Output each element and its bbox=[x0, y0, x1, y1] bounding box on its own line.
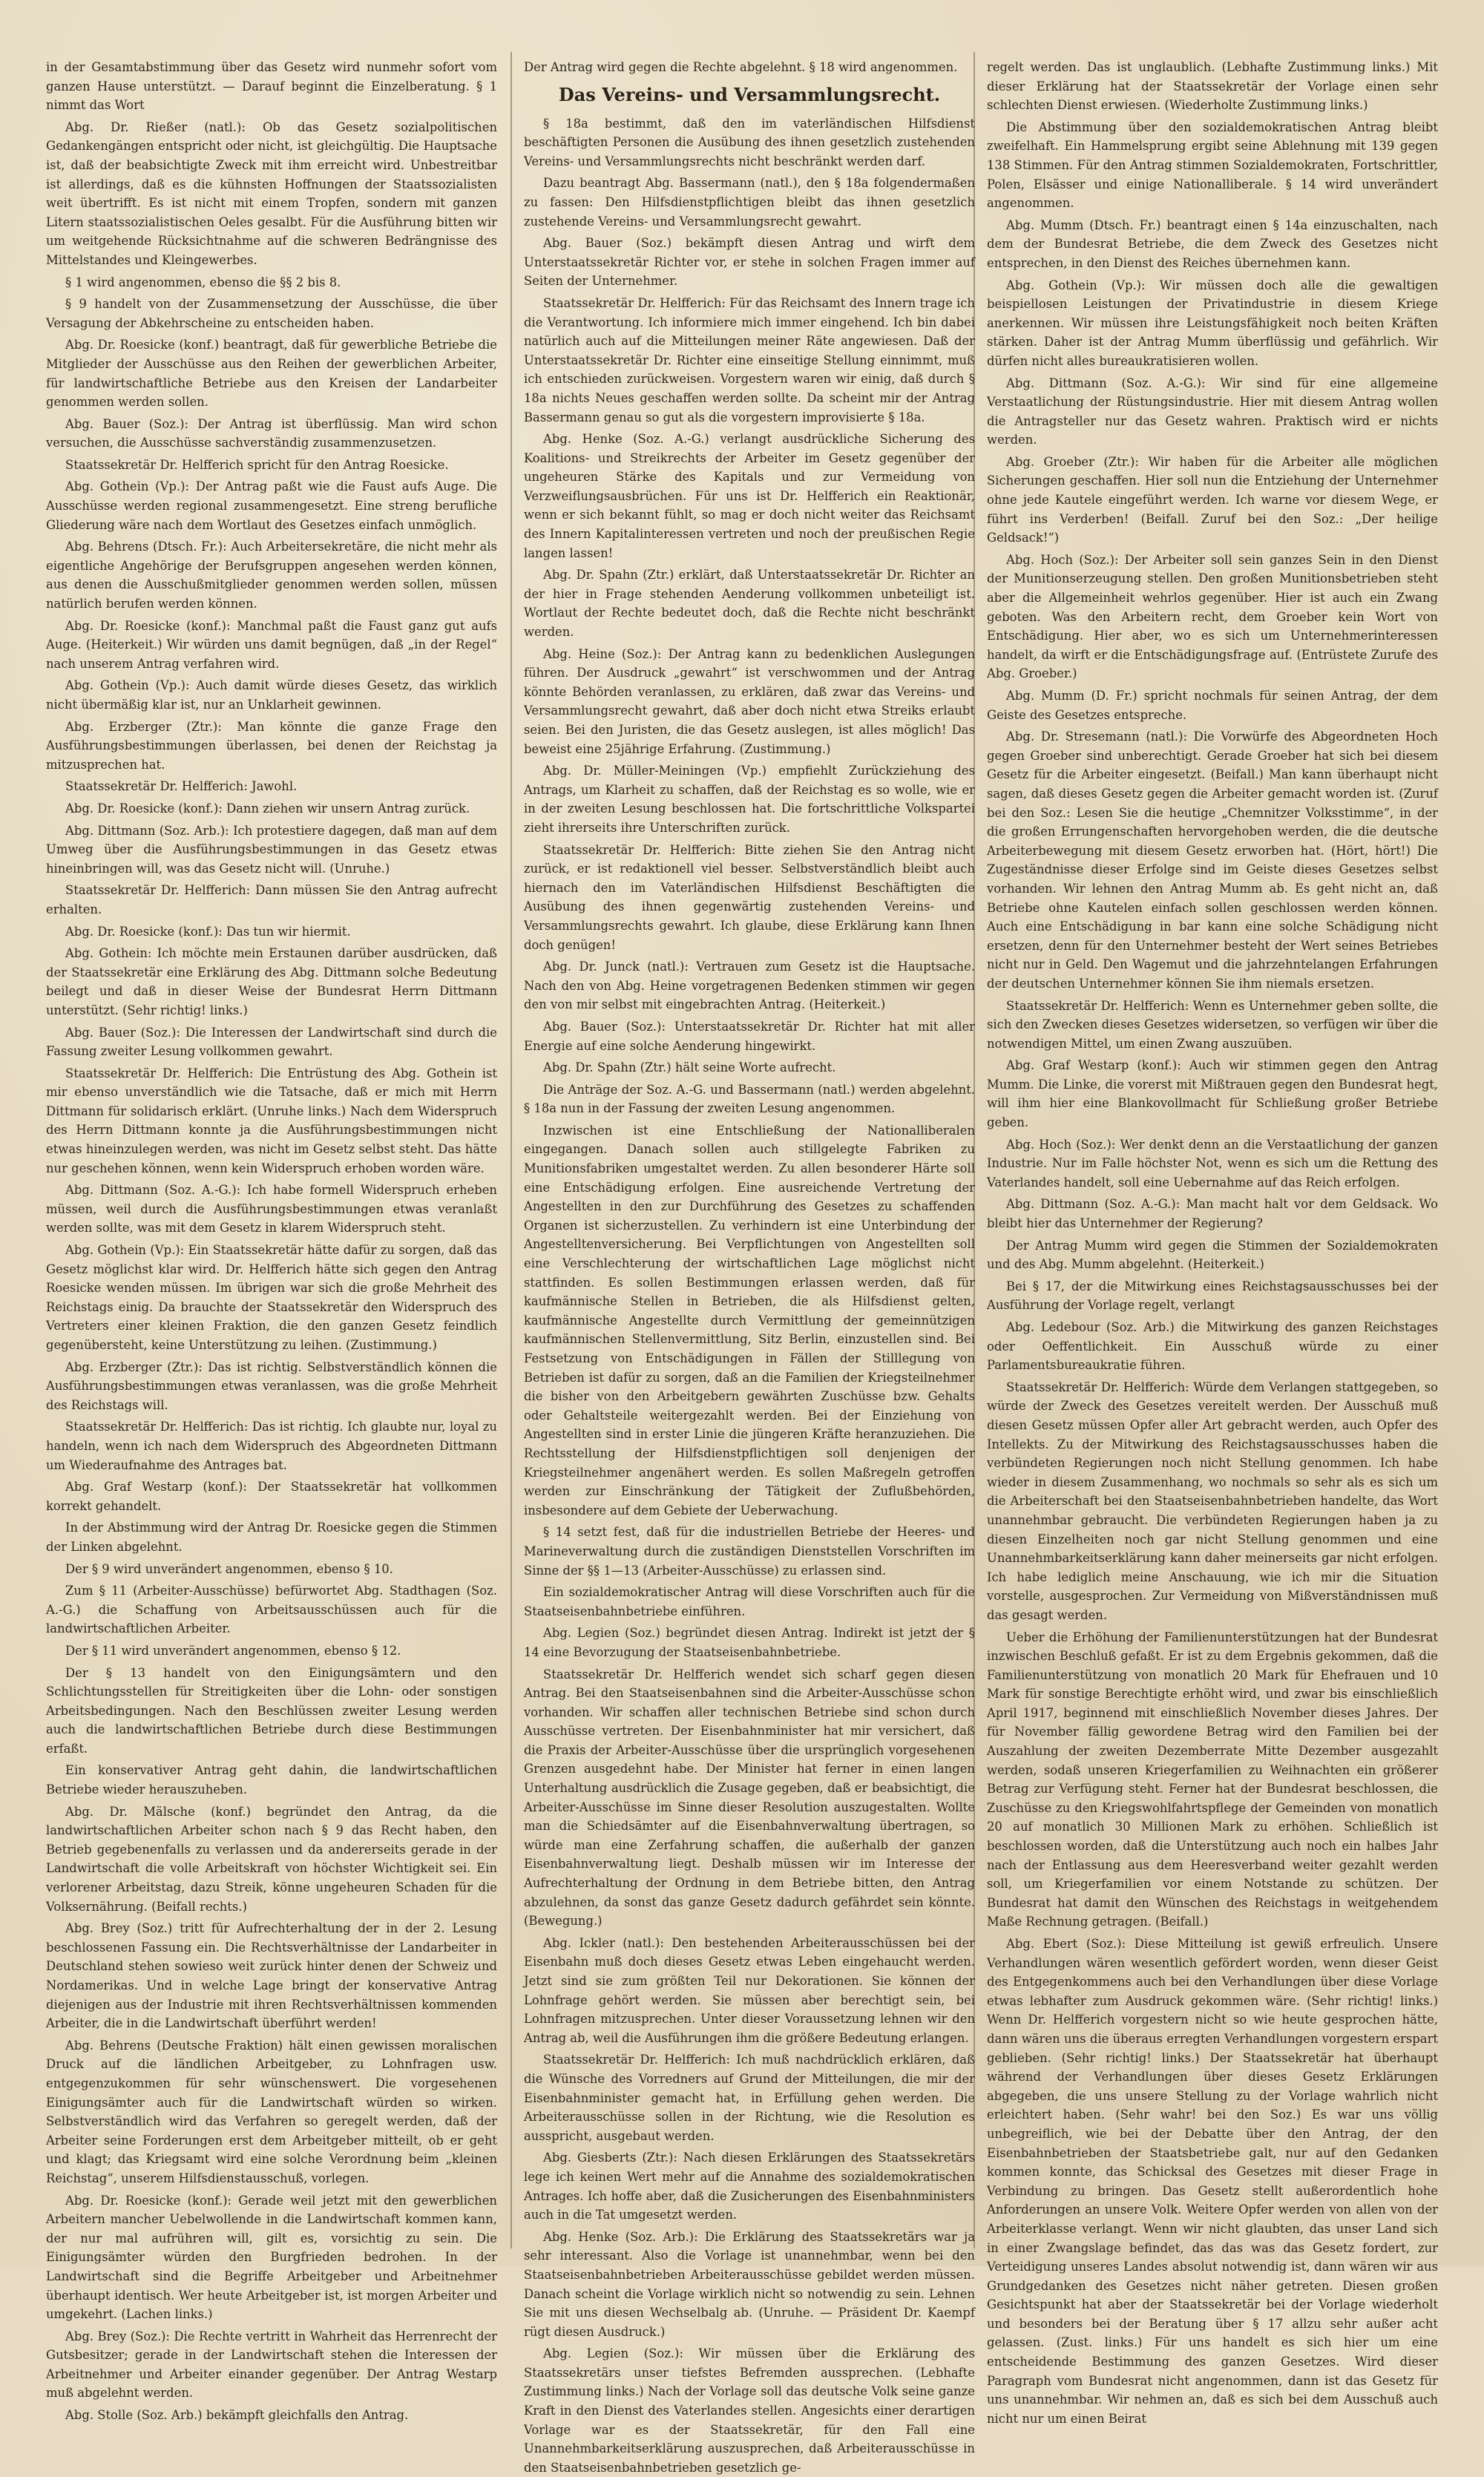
paragraph: Abg. Dr. Spahn (Ztr.) erklärt, daß Unterstaatssekretär Dr. Richter an der hier in Frage stehenden Aenderung vollkommen unbeteiligt ist. Wortlaut der Rechte bedeutet doch, daß die Rechte nicht beschränkt werden. bbox=[524, 568, 975, 640]
paragraph: Abg. Hoch (Soz.): Der Arbeiter soll sein ganzes Sein in den Dienst der Munitionserzeugung stellen. Den großen Munitionsbetrieben steht aber die Allgemeinheit wehrlos gegenüber. Hier ist auch ein Zwang geboten. Was den Arbeitern recht, dem Groeber kein Wort von Entschädigung. Hier aber, wo es sich um Unternehmerinteressen handelt, da wirft er die Entschädigungsfrage auf. (Entrüstete Zurufe des Abg. Groeber.) bbox=[987, 552, 1438, 681]
paragraph: Abg. Henke (Soz. Arb.): Die Erklärung des Staatssekretärs war ja sehr interessant. Also die Vorlage ist unannehmbar, wenn bei den Staatseisenbahnbetrieben Arbeiterausschüsse gebildet werden müssen. Danach scheint die Vorlage wirklich nicht so notwendig zu sein. Lehnen Sie mit uns diesen Wechselbalg ab. (Unruhe. — Präsident Dr. Kaempf rügt diesen Ausdruck.) bbox=[524, 2229, 975, 2339]
paragraph: Abg. Brey (Soz.): Die Rechte vertritt in Wahrheit das Herrenrecht der Gutsbesitzer; gerade in der Landwirtschaft stehen die Interessen der Arbeitnehmer und Arbeiter einander gegenüber. Der Antrag Westarp muß abgelehnt werden. bbox=[46, 2329, 497, 2401]
paragraph: Der Antrag wird gegen die Rechte abgelehnt. § 18 wird angenommen. bbox=[524, 60, 958, 74]
section-heading: Das Vereins- und Versammlungsrecht. bbox=[558, 83, 941, 105]
paragraph: Ein sozialdemokratischer Antrag will diese Vorschriften auch für die Staatseisenbahnbetriebe einführen. bbox=[524, 1585, 975, 1618]
paragraph: Abg. Gothein (Vp.): Der Antrag paßt wie die Faust aufs Auge. Die Ausschüsse werden regional zusammengesetzt. Eine streng berufliche Gliederung wäre nach dem Wortlaut des Gesetzes einfach unmöglich. bbox=[46, 479, 497, 532]
paragraph: Ein konservativer Antrag geht dahin, die landwirtschaftlichen Betriebe wieder herauszuheben. bbox=[46, 1763, 497, 1797]
paragraph: Staatssekretär Dr. Helfferich: Jawohl. bbox=[65, 779, 298, 794]
paragraph: Abg. Brey (Soz.) tritt für Aufrechterhaltung der in der 2. Lesung beschlossenen Fassung ein. Die Rechtsverhältnisse der Landarbeiter in Deutschland stehen sowieso weit zurück hinter denen der Schweiz und Nordamerikas. Und in welche Lage bringt der konservative Antrag diejenigen aus der Industrie mit ihren Rechtsverhältnissen kommenden Arbeiter, die in die Landwirtschaft überführt werden! bbox=[46, 1921, 497, 2031]
paragraph: Abg. Gothein (Vp.): Wir müssen doch alle die gewaltigen beispiellosen Leistungen der Privatindustrie in diesem Kriege anerkennen. Wir müssen ihre Leistungsfähigkeit noch beiten Kräften stärken. Daher ist der Antrag Mumm überflüssig und gefährlich. Wir dürfen nicht alles bureaukratisieren wollen. bbox=[987, 278, 1438, 368]
paragraph: Der Antrag Mumm wird gegen die Stimmen der Sozialdemokraten und des Abg. Mumm abgelehnt. (Heiterkeit.) bbox=[987, 1238, 1438, 1272]
paragraph: Staatssekretär Dr. Helfferich wendet sich scharf gegen diesen Antrag. Bei den Staatseisenbahnen sind die Arbeiter-Ausschüsse schon vorhanden. Wir schaffen aller technischen Betriebe sind schon durch Ausschüsse vertreten. Der Eisenbahnminister hat mir versichert, daß die Praxis der Arbeiter-Ausschüsse über die ursprünglich vorgesehenen Grenzen ausgedehnt habe. Der Minister hat ferner in einen langen Unterhaltung ausdrücklich die Zusage gegeben, daß er beabsichtigt, die Arbeiter-Ausschüsse im Sinne dieser Resolution auszugestalten. Wollte man die Schiedsämter auf die Eisenbahnverwaltung übertragen, so würde man eine Zerfahrung schaffen, die außerhalb der ganzen Eisenbahnverwaltung liegt. Deshalb müssen wir im Interesse der Aufrechterhaltung der Ordnung in dem Betriebe bitten, den Antrag abzulehnen, da sonst das ganze Gesetz dadurch gefährdet sein könnte. (Bewegung.) bbox=[524, 1667, 975, 1929]
text-column-1 bbox=[46, 58, 497, 2423]
paragraph: Die Anträge der Soz. A.-G. und Bassermann (natl.) werden abgelehnt. § 18a nun in der Fassung der zweiten Lesung angenommen. bbox=[524, 1082, 975, 1116]
paragraph: Abg. Giesberts (Ztr.): Nach diesen Erklärungen des Staatssekretärs lege ich keinen Wert mehr auf die Annahme des sozialdemokratischen Antrages. Ich hoffe aber, daß die Zusicherungen des Eisenbahnministers auch in die Tat umgesetzt werden. bbox=[524, 2150, 975, 2222]
paragraph: Abg. Legien (Soz.) begründet diesen Antrag. Indirekt ist jetzt der § 14 eine Bevorzugung der Staatseisenbahnbetriebe. bbox=[524, 1626, 975, 1659]
paragraph: Staatssekretär Dr. Helfferich: Bitte ziehen Sie den Antrag nicht zurück, er ist redaktionell viel besser. Selbstverständlich bleibt auch hiernach den im Vaterländischen Hilfsdienst Beschäftigten die Ausübung des ihnen gegenwärtig zustehenden Vereins- und Versammlungsrechts gewahrt. Ich glaube, diese Erklärung kann Ihnen doch genügen! bbox=[524, 842, 975, 952]
paragraph: Abg. Behrens (Dtsch. Fr.): Auch Arbeitersekretäre, die nicht mehr als eigentliche Angehörige der Berufsgruppen angesehen werden können, aus denen die Ausschußmitglieder genommen werden sollen, müssen natürlich berufen werden können. bbox=[46, 539, 497, 611]
paragraph: Abg. Ickler (natl.): Den bestehenden Arbeiterausschüssen bei der Eisenbahn muß doch dieses Gesetz etwas Leben eingehaucht werden. Jetzt sind sie zum größten Teil nur Dekorationen. Sie können der Lohnfrage gehört werden. Sie müssen aber berechtigt sein, bei Lohnfragen mitzusprechen. Unter dieser Voraussetzung lehnen wir den Antrag ab, weil die Ausführungen ihm die größere Bedeutung erlangen. bbox=[524, 1935, 975, 2045]
paragraph: Abg. Dr. Müller-Meiningen (Vp.) empfiehlt Zurückziehung des Antrags, um Klarheit zu schaffen, daß der Reichstag es so wolle, wie er in der zweiten Lesung beschlossen hat. Die fortschrittliche Volkspartei zieht ihrerseits ihre Unterschriften zurück. bbox=[524, 764, 975, 835]
paragraph: Staatssekretär Dr. Helfferich: Das ist richtig. Ich glaubte nur, loyal zu handeln, wenn ich nach dem Widerspruch des Abgeordneten Dittmann um Wiederaufnahme des Antrages bat. bbox=[46, 1420, 497, 1472]
paragraph: Abg. Ebert (Soz.): Diese Mitteilung ist gewiß erfreulich. Unsere Verhandlungen wären wesentlich gefördert worden, wenn dieser Geist des Entgegenkommens auch bei den Verhandlungen über diese Vorlage etwas lebhafter zum Ausdruck gekommen wäre. (Sehr richtig! links.) Wenn Dr. Helfferich vorgestern nicht so wie heute gesprochen hätte, dann wären uns die überaus erregten Verhandlungen vorgestern erspart geblieben. (Sehr richtig! links.) Der Staatssekretär hat überhaupt während der Verhandlungen über dieses Gesetz Erklärungen abgegeben, die uns unsere Stellung zu der Vorlage wahrlich nicht erleichtert haben. (Sehr wahr! bei den Soz.) Es war uns völlig unbegreiflich, wie bei der Debatte über den Antrag, der den Eisenbahnbetrieben der Staatsbetriebe galt, nur auf den Gedanken kommen konnte, das Schicksal des Gesetzes mit dieser Frage in Verbindung zu bringen. Das Gesetz stellt außerordentlich hohe Anforderungen an unsere Volk. Weitere Opfer werden von allen von der Arbeiterklasse verlangt. Wenn wir nicht glaubten, das unser Land sich in einer Zwangslage befindet, das das was das Gesetz fordert, zur Verteidigung unseres Landes absolut notwendig ist, dann wären wir aus Grundgedanken des Gesetzes nicht näher getreten. Diesen großen Gesichtspunkt hat aber der Staatssekretär bei der Vorlage wiederholt und besonders bei der Beratung über § 17 allzu sehr außer acht gelassen. (Zust. links.) Für uns handelt es sich hier um eine entscheidende Bestimmung des ganzen Gesetzes. Wird dieser Paragraph vom Bundesrat nicht angenommen, dann ist das Gesetz für uns unannehmbar. Wir nehmen an, daß es sich bei dem Ausschuß auch nicht nur um einen Beirat bbox=[987, 1937, 1438, 2426]
paragraph: Abg. Stolle (Soz. Arb.) bekämpft gleichfalls den Antrag. bbox=[65, 2408, 409, 2423]
text-column-3 bbox=[987, 58, 1438, 2426]
paragraph: Abg. Legien (Soz.): Wir müssen über die Erklärung des Staatssekretärs unser tiefstes Befremden aussprechen. (Lebhafte Zustimmung links.) Nach der Vorlage soll das deutsche Volk seine ganze Kraft in den Dienst des Vaterlandes stellen. Angesichts einer derartigen Vorlage war es der Staatssekretär, für den Fall eine Unannehmbarkeitserklärung auszusprechen, daß Arbeiterausschüsse in den Staatseisenbahnbetrieben gesetzlich ge- bbox=[524, 2346, 975, 2475]
paragraph: Staatssekretär Dr. Helfferich: Wenn es Unternehmer geben sollte, die sich den Zwecken dieses Gesetzes widersetzen, so verfügen wir über die notwendigen Mittel, um einen Zwang auszuüben. bbox=[987, 998, 1438, 1051]
paragraph: Abg. Bauer (Soz.): Der Antrag ist überflüssig. Man wird schon versuchen, die Ausschüsse sachverständig zusammenzusetzen. bbox=[46, 416, 497, 450]
paragraph: Zum § 11 (Arbeiter-Ausschüsse) befürwortet Abg. Stadthagen (Soz. A.-G.) die Schaffung von Arbeitsausschüssen auch für die landwirtschaftlichen Arbeiter. bbox=[46, 1584, 497, 1636]
paragraph: Staatssekretär Dr. Helfferich: Dann müssen Sie den Antrag aufrecht erhalten. bbox=[46, 883, 497, 916]
paragraph: Der § 9 wird unverändert angenommen, ebenso § 10. bbox=[65, 1561, 393, 1576]
paragraph: Abg. Bauer (Soz.): Die Interessen der Landwirtschaft sind durch die Fassung zweiter Lesung vollkommen gewahrt. bbox=[46, 1025, 497, 1059]
paragraph: regelt werden. Das ist unglaublich. (Lebhafte Zustimmung links.) Mit dieser Erklärung hat der Staatssekretär der Vorlage einen sehr schlechten Dienst erwiesen. (Wiederholte Zustimmung links.) bbox=[987, 60, 1438, 113]
paragraph: Abg. Dr. Roesicke (konf.): Dann ziehen wir unsern Antrag zurück. bbox=[65, 801, 470, 816]
paragraph: in der Gesamtabstimmung über das Gesetz wird nunmehr sofort vom ganzen Hause unterstützt. — Darauf beginnt die Einzelberatung. § 1 nimmt das Wort bbox=[46, 60, 497, 113]
paragraph: Abg. Gothein (Vp.): Ein Staatssekretär hätte dafür zu sorgen, daß das Gesetz möglichst klar wird. Dr. Helfferich hätte sich gegen den Antrag Roesicke wenden müssen. Im übrigen war sich die große Mehrheit des Reichstags einig. Da brauchte der Staatssekretär den Widerspruch des Vertreters einer kleinen Fraktion, die den ganzen Gesetz feindlich gegenübersteht, keine Unterstützung zu leihen. (Zustimmung.) bbox=[46, 1243, 497, 1352]
paragraph: Abg. Erzberger (Ztr.): Man könnte die ganze Frage den Ausführungsbestimmungen überlassen, bei denen der Reichstag ja mitzusprechen hat. bbox=[46, 719, 497, 772]
paragraph: Abg. Hoch (Soz.): Wer denkt denn an die Verstaatlichung der ganzen Industrie. Nur im Falle höchster Not, wenn es sich um die Rettung des Vaterlandes handelt, soll eine Uebernahme auf das Reich erfolgen. bbox=[987, 1137, 1438, 1190]
paragraph: Abg. Dr. Junck (natl.): Vertrauen zum Gesetz ist die Hauptsache. Nach den von Abg. Heine vorgetragenen Bedenken stimmen wir gegen den von mir selbst mit eingebrachten Antrag. (Heiterkeit.) bbox=[524, 959, 975, 1012]
paragraph: Staatssekretär Dr. Helfferich: Für das Reichsamt des Innern trage ich die Verantwortung. Ich informiere mich immer eingehend. Ich bin dabei natürlich auch auf die Mitteilungen meiner Räte angewiesen. Daß der Unterstaatssekretär Dr. Richter eine einseitige Stellung einnimmt, muß ich entschieden zurückweisen. Vorgestern waren wir einig, daß durch § 18a nichts Neues geschaffen werden sollte. Da scheint mir der Antrag Bassermann genau so gut als die vorgestern improvisierte § 18a. bbox=[524, 295, 975, 424]
paragraph: Abg. Dittmann (Soz. A.-G.): Wir sind für eine allgemeine Verstaatlichung der Rüstungsindustrie. Hier mit diesem Antrag wollen die Antragsteller nur das Gesetz wahren. Praktisch wird er nichts werden. bbox=[987, 375, 1438, 447]
paragraph: Abg. Dittmann (Soz. Arb.): Ich protestiere dagegen, daß man auf dem Umweg über die Ausführungsbestimmungen in das Gesetz etwas hineinbringen will, was das Gesetz nicht will. (Unruhe.) bbox=[46, 823, 497, 876]
paragraph: § 18a bestimmt, daß den im vaterländischen Hilfsdienst beschäftigten Personen die Ausübung des ihnen gesetzlich zustehenden Vereins- und Versammlungsrechts nicht beschränkt werden darf. bbox=[524, 116, 975, 168]
paragraph: Abg. Dr. Stresemann (natl.): Die Vorwürfe des Abgeordneten Hoch gegen Groeber sind unberechtigt. Gerade Groeber hat sich bei diesem Gesetz für die Arbeiter eingesetzt. (Beifall.) Man kann überhaupt nicht sagen, daß dieses Gesetz gegen die Arbeiter gemacht worden ist. (Zuruf bei den Soz.: Lesen Sie die heutige „Chemnitzer Volksstimme“, in der die großen Errungenschaften hervorgehoben werden, die die deutsche Arbeiterbewegung mit diesem Gesetz erworben hat. (Hört, hört!) Die Zugeständnisse dieser Erfolge sind im Geiste dieses Gesetzes selbst vorhanden. Wir lehnen den Antrag Mumm ab. Es geht nicht an, daß Betriebe ohne Kautelen einfach sollen geschlossen werden können. Auch eine Entschädigung in bar kann eine solche Schädigung nicht ersetzen, denn für den Unternehmer besteht der Wert seines Betriebes nicht nur in Geld. Den Wagemut und die jahrzehntelangen Erfahrungen der deutschen Unternehmer können Sie ihm niemals ersetzen. bbox=[987, 729, 1438, 991]
paragraph: Abg. Gothein: Ich möchte mein Erstaunen darüber ausdrücken, daß der Staatssekretär eine Erklärung des Abg. Dittmann solche Bedeutung beilegt und daß in dieser Weise der Bundesrat Herrn Dittmann unterstützt. (Sehr richtig! links.) bbox=[46, 946, 497, 1017]
paragraph: Abg. Graf Westarp (konf.): Auch wir stimmen gegen den Antrag Mumm. Die Linke, die vorerst mit Mißtrauen gegen den Bundesrat hegt, will ihm hier eine Blankovollmacht für Schließung großer Betriebe geben. bbox=[987, 1058, 1438, 1130]
paragraph: § 14 setzt fest, daß für die industriellen Betriebe der Heeres- und Marineverwaltung durch die zuständigen Dienststellen Vorschriften im Sinne der §§ 1—13 (Arbeiter-Ausschüsse) zu erlassen sind. bbox=[524, 1525, 975, 1578]
paragraph: In der Abstimmung wird der Antrag Dr. Roesicke gegen die Stimmen der Linken abgelehnt. bbox=[46, 1520, 497, 1554]
paragraph: Abg. Gothein (Vp.): Auch damit würde dieses Gesetz, das wirklich nicht übermäßig klar ist, nur an Unklarheit gewinnen. bbox=[46, 678, 497, 712]
paragraph: Staatssekretär Dr. Helfferich: Würde dem Verlangen stattgegeben, so würde der Zweck des Gesetzes vereitelt werden. Der Ausschuß muß diesen Gesetz müssen Opfer aller Art gebracht werden, auch Opfer des Intellekts. Zu der Mitwirkung des Reichstagsausschusses haben die verbündeten Regierungen noch nicht Stellung genommen. Ich habe wieder in diesem Zusammenhang, wo nochmals so sehr als es sich um die Arbeiterschaft bei den Staatseisenbahnbetrieben handelte, das Wort unannehmbar gebraucht. Die verbündeten Regierungen haben ja zu diesen Einzelheiten noch gar nicht Stellung genommen und eine Unannehmbarkeitserklärung kann daher meinerseits gar nicht erfolgen. Ich habe lediglich meine Anschauung, wie ich mir die Situation vorstelle, ausgesprochen. Zur Vermeidung von Mißverständnissen muß das gesagt werden. bbox=[987, 1379, 1438, 1622]
paragraph: Bei § 17, der die Mitwirkung eines Reichstagsausschusses bei der Ausführung der Vorlage regelt, verlangt bbox=[987, 1279, 1438, 1313]
paragraph: Abg. Dr. Roesicke (konf.): Das tun wir hiermit. bbox=[65, 924, 351, 939]
paragraph: Abg. Mumm (Dtsch. Fr.) beantragt einen § 14a einzuschalten, nach dem der Bundesrat Betriebe, die dem Zweck des Gesetzes nicht entsprechen, in den Dienst des Reiches übernehmen kann. bbox=[987, 217, 1438, 270]
paragraph: Abg. Groeber (Ztr.): Wir haben für die Arbeiter alle möglichen Sicherungen geschaffen. Hier soll nun die Entziehung der Unternehmer ohne jede Kautele eingeführt werden. Ich warne vor diesem Wege, er führt ins Verderben! (Beifall. Zuruf bei den Soz.: „Der heilige Geldsack!“) bbox=[987, 454, 1438, 545]
paragraph: Abg. Dittmann (Soz. A.-G.): Man macht halt vor dem Geldsack. Wo bleibt hier das Unternehmer der Regierung? bbox=[987, 1197, 1438, 1231]
paragraph: Abg. Dr. Rießer (natl.): Ob das Gesetz sozialpolitischen Gedankengängen entspricht oder nicht, ist gleichgültig. Die Hauptsache ist, daß der beabsichtigte Zweck mit ihm erreicht wird. Unbestreitbar ist allerdings, daß es die kühnsten Hoffnungen der Staatssozialisten weit übertrifft. Es ist nicht mit einem Tropfen, sondern mit ganzen Litern staatssozialistischen Oeles gesalbt. Für die Ausführung bitten wir um weitgehende Rücksichtnahme auf die schweren Bedrängnisse des Mittelstandes und Kleingewerbes. bbox=[46, 119, 497, 267]
column-divider-1 bbox=[510, 52, 512, 2248]
paragraph: Die Abstimmung über den sozialdemokratischen Antrag bleibt zweifelhaft. Ein Hammelsprung ergibt seine Ablehnung mit 139 gegen 138 Stimmen. Für den Antrag stimmen Sozialdemokraten, Fortschrittler, Polen, Elsässer und einige Nationalliberale. § 14 wird unverändert angenommen. bbox=[987, 119, 1438, 211]
paragraph: Inzwischen ist eine Entschließung der Nationalliberalen eingegangen. Danach sollen auch stillgelegte Fabriken zu Munitionsfabriken umgestaltet werden. Zu allen besonderer Härte soll eine Entschädigung erfolgen. Eine ausreichende Vertretung der Angestellten in den zur Durchführung des Gesetzes zu schaffenden Organen ist sicherzustellen. Zu verhindern ist eine Unterbindung der Angestelltenversicherung. Bei Verpflichtungen von Angestellten soll eine Verschlechterung der wirtschaftlichen Lage möglichst nicht stattfinden. Es sollen Bestimmungen erlassen werden, daß für kaufmännische Stellen in Betrieben, die als Hilfsdienst gelten, kaufmännische Angestellte durch Vermittlung der gemeinnützigen kaufmännischen Stellenvermittlung, Sitz Berlin, einzustellen sind. Bei Festsetzung von Entschädigungen in Fällen der Stilllegung von Betrieben ist dafür zu sorgen, daß an die Familien der Kriegsteilnehmer die bisher von den Arbeitgebern gewährten Zuschüsse bzw. Gehalts oder Gehaltsteile weitergezahlt werden. Bei der Einziehung von Angestellten sind in erster Linie die jüngeren Kräfte heranzuziehen. Die Rechtsstellung der Hilfsdienstpflichtigen soll denjenigen der Kriegsteilnehmer angenähert werden. Es sollen Maßregeln getroffen werden zur Einschränkung der Tätigkeit der Zuflußbehörden, insbesondere auf dem Gebiete der Ueberwachung. bbox=[524, 1123, 975, 1518]
paragraph: Abg. Bauer (Soz.) bekämpft diesen Antrag und wirft dem Unterstaatssekretär Richter vor, er stehe in solchen Fragen immer auf Seiten der Unternehmer. bbox=[524, 236, 975, 289]
paragraph: Staatssekretär Dr. Helfferich spricht für den Antrag Roesicke. bbox=[65, 457, 449, 472]
paragraph: Dazu beantragt Abg. Bassermann (natl.), den § 18a folgendermaßen zu fassen: Den Hilfsdienstpflichtigen bleibt das ihnen gesetzlich zustehende Vereins- und Versammlungsrecht gewahrt. bbox=[524, 176, 975, 229]
paragraph: Abg. Henke (Soz. A.-G.) verlangt ausdrückliche Sicherung des Koalitions- und Streikrechts der Arbeiter im Gesetz gegenüber der ungeheuren Stärke des Kapitals und zur Vermeidung von Verzweiflungsausbrüchen. Für uns ist Dr. Helfferich ein Reaktionär, wenn er sich bekannt fühlt, so mag er doch nicht weiter das Reichsamt des Innern Kapitalinteressen vertreten und noch der preußischen Regie langen lassen! bbox=[524, 432, 975, 560]
paragraph: Staatssekretär Dr. Helfferich: Die Entrüstung des Abg. Gothein ist mir ebenso unverständlich wie die Tatsache, daß er mich mit Herrn Dittmann für solidarisch erklärt. (Unruhe links.) Nach dem Widerspruch des Herrn Dittmann konnte ja die Ausführungsbestimmungen nicht etwas hineinzulegen werden, was nicht im Gesetz selbst steht. Das hätte nur geschehen können, wenn kein Widerspruch erhoben worden wäre. bbox=[46, 1066, 497, 1175]
paragraph: Der § 11 wird unverändert angenommen, ebenso § 12. bbox=[65, 1643, 401, 1658]
paragraph: Abg. Behrens (Deutsche Fraktion) hält einen gewissen moralischen Druck auf die ländlichen Arbeitgeber, zu Lohnfragen usw. entgegenzukommen für sehr wünschenswert. Die vorgesehenen Einigungsämter auch für die Landwirtschaft würden so wirken. Selbstverständlich wird das Verfahren so geregelt werden, daß der Arbeiter seine Forderungen erst dem Arbeitgeber mitteilt, ob er geht und klagt; das Kriegsamt wird eine solche Verordnung beim „kleinen Reichstag“, unserem Hilfsdienstausschuß, vorlegen. bbox=[46, 2038, 497, 2185]
paragraph: Abg. Erzberger (Ztr.): Das ist richtig. Selbstverständlich können die Ausführungsbestimmungen etwas veranlassen, was die große Mehrheit des Reichstags will. bbox=[46, 1359, 497, 1412]
paragraph: Abg. Dr. Spahn (Ztr.) hält seine Worte aufrecht. bbox=[543, 1060, 836, 1075]
paragraph: Abg. Dr. Roesicke (konf.): Gerade weil jetzt mit den gewerblichen Arbeitern mancher Uebelwollende in die Landwirtschaft kommen kann, der nur mal aufrühren will, gilt es, vorsichtig zu sein. Die Einigungsämter würden den Burgfrieden bedrohen. In der Landwirtschaft sind die Begriffe Arbeitgeber und Arbeitnehmer überhaupt identisch. Wer heute Arbeitgeber ist, ist morgen Arbeiter und umgekehrt. (Lachen links.) bbox=[46, 2193, 497, 2322]
paragraph: Abg. Heine (Soz.): Der Antrag kann zu bedenklichen Auslegungen führen. Der Ausdruck „gewahrt“ ist verschwommen und der Antrag könnte Behörden veranlassen, zu erklären, daß zwar das Vereins- und Versammlungsrecht gewahrt, daß aber doch nicht etwa Streiks erlaubt seien. Bei den Juristen, die das Gesetz auslegen, ist alles möglich! Das beweist eine 25jährige Erfahrung. (Zustimmung.) bbox=[524, 646, 975, 756]
paragraph: Staatssekretär Dr. Helfferich: Ich muß nachdrücklich erklären, daß die Wünsche des Vorredners auf Grund der Mitteilungen, die mir der Eisenbahnminister gemacht hat, in Erfüllung gehen werden. Die Arbeiterausschüsse sollen in der Richtung, wie die Resolution es ausspricht, ausgebaut werden. bbox=[524, 2053, 975, 2143]
paragraph: Abg. Dittmann (Soz. A.-G.): Ich habe formell Widerspruch erheben müssen, weil durch die Ausführungsbestimmungen etwas veranlaßt werden sollte, was mit dem Gesetz in klarem Widerspruch steht. bbox=[46, 1183, 497, 1236]
paragraph: Abg. Dr. Roesicke (konf.): Manchmal paßt die Faust ganz gut aufs Auge. (Heiterkeit.) Wir würden uns damit begnügen, daß „in der Regel“ nach unserem Antrag verfahren wird. bbox=[46, 618, 497, 671]
text-column-2 bbox=[524, 58, 975, 2475]
paragraph: Ueber die Erhöhung der Familienunterstützungen hat der Bundesrat inzwischen Beschluß gefaßt. Er ist zu dem Ergebnis gekommen, daß die Familienunterstützung von monatlich 20 Mark für Ehefrauen und 10 Mark für sonstige Berechtigte erhöht wird, und zwar bis einschließlich April 1917, beginnend mit einschließlich November dieses Jahres. Der für November fällig gewordene Betrag wird den Familien bei der Auszahlung der zweiten Dezemberrate Mitte Dezember ausgezahlt werden, sodaß unseren Kriegerfamilien zu Weihnachten ein größerer Betrag zur Verfügung steht. Ferner hat der Bundesrat beschlossen, die Zuschüsse zu den Kriegswohlfahrtspflege der Gemeinden von monatlich 20 auf monatlich 30 Millionen Mark zu erhöhen. Schließlich ist beschlossen worden, daß die Unterstützung auch noch ein halbes Jahr nach der Entlassung aus dem Heeresverband weiter gezahlt werden soll, um Kriegerfamilien vor einem Notstande zu schützen. Der Bundesrat hat damit den Wünschen des Reichstags in weitgehendem Maße Rechnung getragen. (Beifall.) bbox=[987, 1630, 1438, 1929]
paragraph: Abg. Dr. Mälsche (konf.) begründet den Antrag, da die landwirtschaftlichen Arbeiter schon nach § 9 das Recht haben, den Betrieb gegebenenfalls zu verlassen und da andererseits gerade in der Landwirtschaft die volle Arbeitskraft von höchster Wichtigkeit sei. Ein verlorener Arbeitstag, dazu Streik, könne ungeheuren Schaden für die Volksernährung. (Beifall rechts.) bbox=[46, 1804, 497, 1914]
paragraph: Abg. Mumm (D. Fr.) spricht nochmals für seinen Antrag, der dem Geiste des Gesetzes entspreche. bbox=[987, 689, 1438, 722]
paragraph: Der § 13 handelt von den Einigungsämtern und den Schlichtungsstellen für Streitigkeiten über die Lohn- oder sonstigen Arbeitsbedingungen. Nach den Beschlüssen zweiter Lesung werden auch die landwirtschaftlichen Betriebe durch diese Bestimmungen erfaßt. bbox=[46, 1665, 497, 1756]
paragraph: § 9 handelt von der Zusammensetzung der Ausschüsse, die über Versagung der Abkehrscheine zu entscheiden haben. bbox=[46, 297, 497, 330]
paragraph: Abg. Bauer (Soz.): Unterstaatssekretär Dr. Richter hat mit aller Energie auf eine solche Aenderung hingewirkt. bbox=[524, 1019, 975, 1053]
paragraph: Abg. Dr. Roesicke (konf.) beantragt, daß für gewerbliche Betriebe die Mitglieder der Ausschüsse aus den Reihen der gewerblichen Arbeiter, für landwirtschaftliche Betriebe aus den Kreisen der Landarbeiter genommen werden sollen. bbox=[46, 338, 497, 410]
paragraph: Abg. Graf Westarp (konf.): Der Staatssekretär hat vollkommen korrekt gehandelt. bbox=[46, 1480, 497, 1513]
paragraph: § 1 wird angenommen, ebenso die §§ 2 bis 8. bbox=[65, 275, 341, 289]
paragraph: Abg. Ledebour (Soz. Arb.) die Mitwirkung des ganzen Reichstages oder Oeffentlichkeit. Ein Ausschuß würde zu einer Parlamentsbureaukratie führen. bbox=[987, 1320, 1438, 1373]
